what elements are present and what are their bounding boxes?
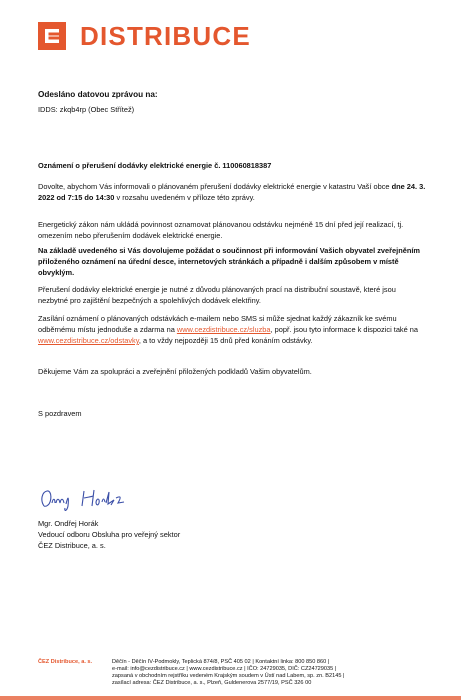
notice-email-post: , a to vždy nejpozději 15 dnů před konáním odstávky. xyxy=(138,336,313,345)
notice-title: Oznámení o přerušení dodávky elektrické energie č. 110060818387 xyxy=(38,161,272,170)
footer-line-3: zapsaná v obchodním rejstříku vedeném Krajským soudem v Ústí nad Labem, sp. zn. B2145 | xyxy=(112,673,345,679)
footer-line-1: Děčín - Děčín IV-Podmokly, Teplická 874/8, PSČ 405 02 | Kontaktní linka: 800 850 860 | xyxy=(112,659,330,665)
footer-line-4: zasílací adresa: ČEZ Distribuce, a. s., Plzeň, Guldenerova 2577/19, PSČ 326 00 xyxy=(112,680,312,686)
notice-date: dne 24. 3. 2022 od 7:15 do 14:30 xyxy=(38,182,426,202)
notice-intro-post: v rozsahu uvedeném v příloze této zprávy. xyxy=(114,193,255,202)
closing-greeting: S pozdravem xyxy=(38,409,82,418)
notice-email-mid: , popř. jsou tyto informace k dispozici také na xyxy=(270,325,419,334)
delivery-heading: Odesláno datovou zprávou na: xyxy=(38,90,158,99)
company-logo xyxy=(38,22,251,50)
footer-line-2: e-mail: info@cezdistribuce.cz | www.cezdistribuce.cz | IČO: 24729035, DIČ: CZ24729035 | xyxy=(112,666,337,672)
notice-intro xyxy=(38,181,426,203)
signatory-position: Vedoucí odboru Obsluha pro veřejný sektor xyxy=(38,530,181,539)
notice-email-pre: Zasílání oznámení o plánovaných odstávkách e-mailem nebo SMS si může sjednat každý zákazník ke svému odběrnému místu jednoduše a zdarma na xyxy=(38,314,397,334)
delivery-idds: IDDS: zkqb4rp (Obec Střítež) xyxy=(38,105,135,114)
notice-law: Energetický zákon nám ukládá povinnost oznamovat plánovanou odstávku nejméně 15 dní před její realizací, tj. omezením nebo přerušením dodávek elektrické energie. xyxy=(38,220,404,240)
signatory-name: Mgr. Ondřej Horák xyxy=(38,519,99,528)
handwritten-signature xyxy=(38,486,148,519)
footer-address xyxy=(112,659,344,687)
notice-cooperation: Na základě uvedeného si Vás dovolujeme požádat o součinnost při informování Vašich obyvatel zveřejněním přiloženého oznámení na úřední desce, internetových stránkách a případně i dalším způsobem v místě obvyklým. xyxy=(38,246,420,277)
footer-brand: ČEZ Distribuce, a. s. xyxy=(38,659,93,665)
brand-name: DISTRIBUCE xyxy=(80,21,251,51)
notice-thanks: Děkujeme Vám za spolupráci a zveřejnění přiložených podkladů Vašim obyvatelům. xyxy=(38,367,312,376)
notice-reason: Přerušení dodávky elektrické energie je nutné z důvodu plánovaných prací na distribuční soustavě, které jsou nezbytné pro zajištění bezpečných a spolehlivých dodávek elektřiny. xyxy=(38,285,396,305)
outages-link[interactable]: www.cezdistribuce.cz/odstavky xyxy=(38,336,139,345)
footer-accent-bar xyxy=(0,696,461,700)
notice-email xyxy=(38,313,426,346)
page-footer xyxy=(38,659,438,687)
cez-logo-icon xyxy=(38,22,66,50)
service-link[interactable]: www.cezdistribuce.cz/sluzba xyxy=(176,325,271,334)
signatory-company: ČEZ Distribuce, a. s. xyxy=(38,541,106,550)
notice-intro-pre: Dovolte, abychom Vás informovali o plánovaném přerušení dodávky elektrické energie v katastru Vaší obce xyxy=(38,182,392,191)
